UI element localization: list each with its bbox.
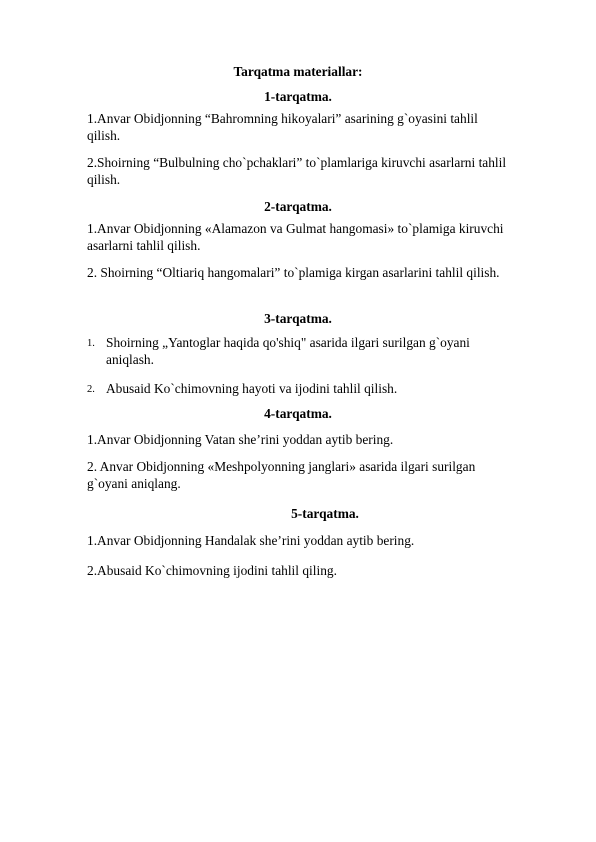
document-title: Tarqatma materiallar: (233, 64, 363, 79)
list-number: 1. (87, 338, 95, 349)
section-heading-2: 2-tarqatma. (264, 199, 332, 214)
section-5-item-1: 1.Anvar Obidjonning Handalak she’rini yoddan aytib bering. (87, 533, 415, 548)
section-heading-5: 5-tarqatma. (291, 506, 359, 521)
section-4-item-1: 1.Anvar Obidjonning Vatan she’rini yoddan aytib bering. (87, 432, 394, 447)
list-text: Abusaid Ko`chimovning hayoti va ijodini tahlil qilish. (106, 381, 398, 396)
list-text: Shoirning „Yantoglar haqida qo'shiq" asarida ilgari surilgan g`oyani aniqlash. (106, 335, 470, 367)
section-heading-1: 1-tarqatma. (264, 89, 332, 104)
section-2-item-2: 2. Shoirning “Oltiariq hangomalari” to`plamiga kirgan asarlarini tahlil qilish. (87, 265, 500, 280)
section-5-item-2: 2.Abusaid Ko`chimovning ijodini tahlil qiling. (87, 563, 337, 578)
section-1-item-2: 2.Shoirning “Bulbulning cho`pchaklari” to`plamlariga kiruvchi asarlarni tahlil qilish. (87, 155, 507, 187)
list-number: 2. (87, 384, 95, 395)
section-1-item-1: 1.Anvar Obidjonning “Bahromning hikoyalari” asarining g`oyasini tahlil qilish. (87, 111, 478, 143)
section-2-item-1: 1.Anvar Obidjonning «Alamazon va Gulmat hangomasi» to`plamiga kiruvchi asarlarni tahlil qilish. (87, 221, 504, 253)
section-4-item-2: 2. Anvar Obidjonning «Meshpolyonning janglari» asarida ilgari surilgan g`oyani aniqlang. (87, 459, 476, 491)
section-heading-4: 4-tarqatma. (264, 406, 332, 421)
section-heading-3: 3-tarqatma. (264, 311, 332, 326)
